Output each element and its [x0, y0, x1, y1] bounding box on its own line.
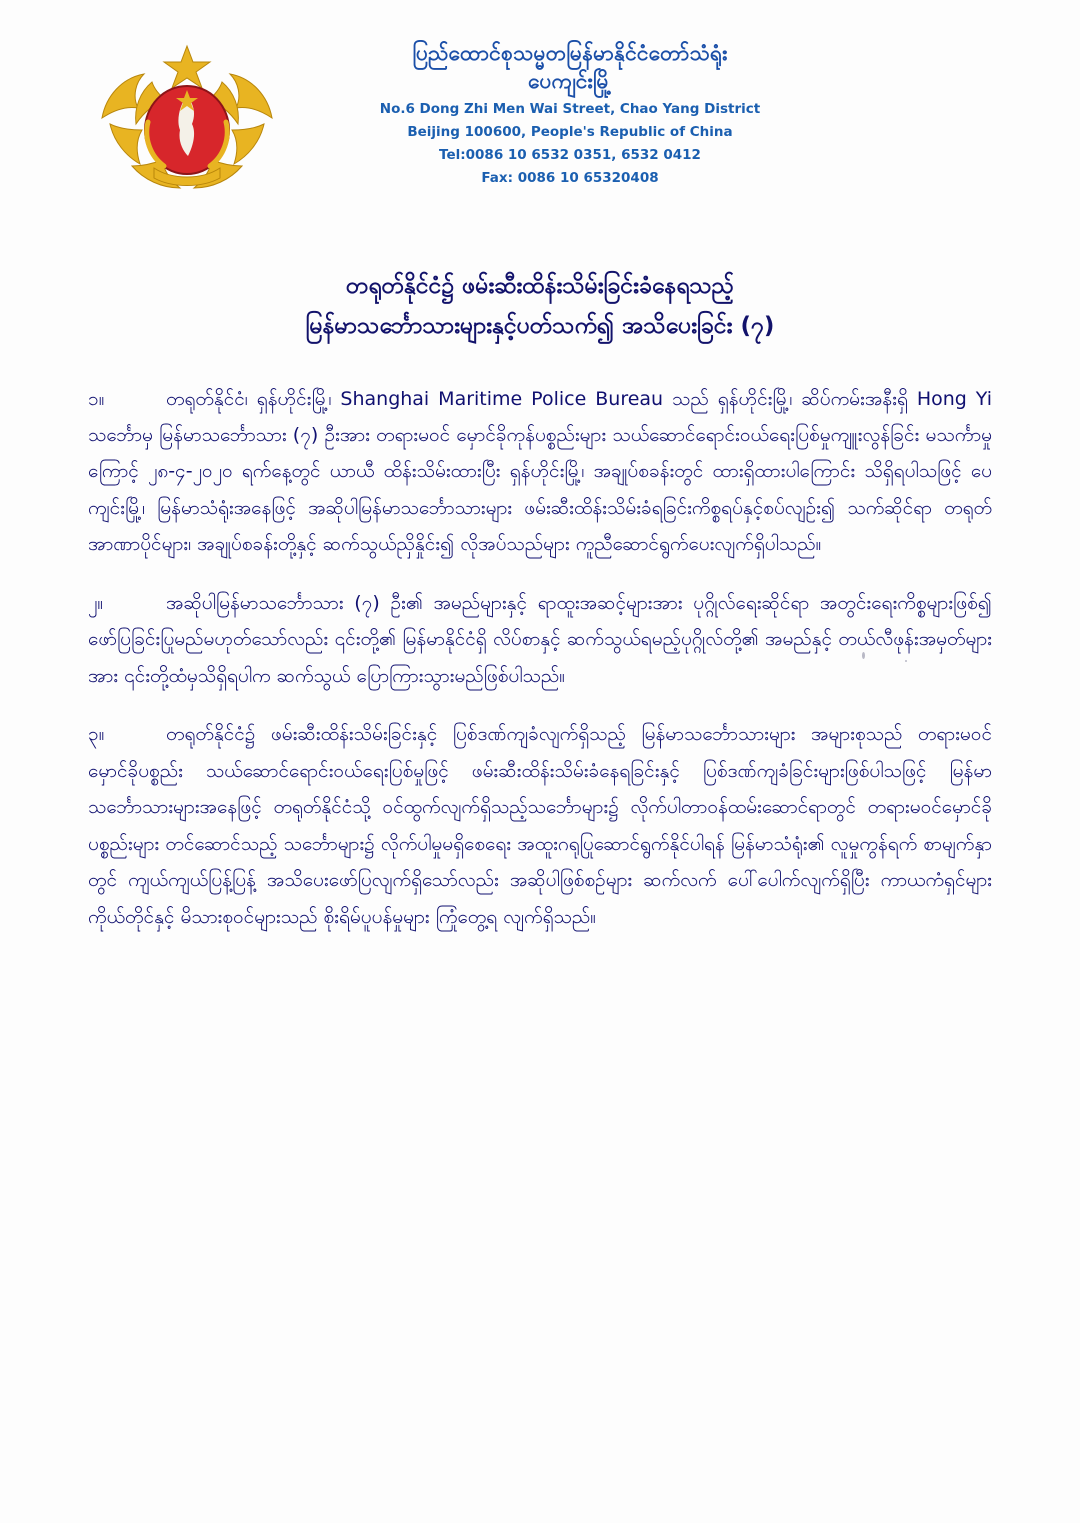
- scan-speck: [905, 660, 907, 662]
- paragraph-3-text: တရုတ်နိုင်ငံ၌ ဖမ်းဆီးထိန်းသိမ်းခြင်းနှင့် ပြစ်ဒဏ်ကျခံလျက်ရှိသည့် မြန်မာသင်္ဘောသားများ အများစုသည် တရားမဝင် မှောင်ခိုပစ္စည်း သယ်ဆောင်ရောင်းဝယ်ရေးပြစ်မှုဖြင့် ဖမ်းဆီးထိန်းသိမ်းခံနေရခြင်းနှင့် ပြစ်ဒဏ်ကျခံခြင်းများဖြစ်ပါသဖြင့် မြန်မာသင်္ဘောသားများအနေဖြင့် တရုတ်နိုင်ငံသို့ ဝင်ထွက်လျက်ရှိသည့်သင်္ဘောများ၌ လိုက်ပါတာဝန်ထမ်းဆောင်ရာတွင် တရားမဝင်မှောင်ခိုပစ္စည်းများ တင်ဆောင်သည့် သင်္ဘောများ၌ လိုက်ပါမှုမရှိစေရေး အထူးဂရုပြုဆောင်ရွက်နိုင်ပါရန် မြန်မာသံရုံး၏ လူမှုကွန်ရက် စာမျက်နှာတွင် ကျယ်ကျယ်ပြန့်ပြန့် အသိပေးဖော်ပြလျက်ရှိသော်လည်း အဆိုပါဖြစ်စဉ်များ ဆက်လက် ပေါ်ပေါက်လျက်ရှိပြီး ကာယကံရှင်များကိုယ်တိုင်နှင့် မိသားစုဝင်များသည် စိုးရိမ်ပူပန်မှုများ ကြုံတွေ့ရ လျက်ရှိသည်။: [88, 723, 992, 928]
- document-body: [88, 381, 992, 936]
- letterhead: [0, 0, 1080, 228]
- paragraph-3: [88, 716, 992, 935]
- address-telephone: Tel:0086 10 6532 0351, 6532 0412: [439, 146, 701, 163]
- address-fax: Fax: 0086 10 65320408: [481, 169, 659, 186]
- title-line-1: တရုတ်နိုင်ငံ၌ ဖမ်းဆီးထိန်းသိမ်းခြင်းခံနေရသည့်: [346, 273, 734, 299]
- address-city: Beijing 100600, People's Republic of China: [407, 123, 733, 140]
- title-line-2: မြန်မာသင်္ဘောသားများနှင့်ပတ်သက်၍ အသိပေးခြင်း (၇): [305, 313, 775, 340]
- paragraph-2-text: အဆိုပါမြန်မာသင်္ဘောသား (၇) ဦး၏ အမည်များနှင့် ရာထူးအဆင့်များအား ပုဂ္ဂိုလ်ရေးဆိုင်ရာ အတွင်းရေးကိစ္စများဖြစ်၍ ဖော်ပြခြင်းပြုမည်မဟုတ်သော်လည်း ၎င်းတို့၏ မြန်မာနိုင်ငံရှိ လိပ်စာနှင့် ဆက်သွယ်ရမည့်ပုဂ္ဂိုလ်တို့၏ အမည်နှင့် တယ်လီဖုန်းအမှတ်များအား ၎င်းတို့ထံမှသိရှိရပါက ဆက်သွယ် ပြောကြားသွားမည်ဖြစ်ပါသည်။: [88, 591, 992, 687]
- paragraph-2: [88, 585, 992, 694]
- address-street: No.6 Dong Zhi Men Wai Street, Chao Yang District: [379, 100, 761, 117]
- organization-name-line-2: ပေကျင်းမြို့: [528, 69, 612, 94]
- paragraph-2-number: ၂။: [88, 591, 104, 614]
- scan-speck: [862, 652, 865, 659]
- paragraph-1: [88, 381, 992, 563]
- letterhead-text: [200, 38, 880, 189]
- paragraph-1-number: ၁။: [88, 387, 105, 410]
- myanmar-state-seal-icon: [92, 38, 282, 198]
- organization-name-line-1: ပြည်ထောင်စုသမ္မတမြန်မာနိုင်ငံတော်သံရုံး: [412, 41, 728, 65]
- paragraph-3-number: ၃။: [88, 723, 105, 746]
- document-title: [130, 266, 950, 347]
- paragraph-1-text: တရုတ်နိုင်ငံ၊ ရှန်ဟိုင်းမြို့၊ Shanghai Maritime Police Bureau သည် ရှန်ဟိုင်းမြို့၊ ဆိပ်ကမ်းအနီးရှိ Hong Yi သင်္ဘောမှ မြန်မာသင်္ဘောသား (၇) ဦးအား တရားမဝင် မှောင်ခိုကုန်ပစ္စည်းများ သယ်ဆောင်ရောင်းဝယ်ရေးပြစ်မှုကျူးလွန်ခြင်း မသင်္ကာမှုကြောင့် ၂၈-၄-၂၀၂၀ ရက်နေ့တွင် ယာယီ ထိန်းသိမ်းထားပြီး ရှန်ဟိုင်းမြို့၊ အချုပ်စခန်းတွင် ထားရှိထားပါကြောင်း သိရှိရပါသဖြင့် ပေကျင်းမြို့၊ မြန်မာသံရုံးအနေဖြင့် အဆိုပါမြန်မာသင်္ဘောသားများ ဖမ်းဆီးထိန်းသိမ်းခံရခြင်းကိစ္စရပ်နှင့်စပ်လျဉ်း၍ သက်ဆိုင်ရာ တရုတ်အာဏာပိုင်များ၊ အချုပ်စခန်းတို့နှင့် ဆက်သွယ်ညှိနှိုင်း၍ လိုအပ်သည်များ ကူညီဆောင်ရွက်ပေးလျက်ရှိပါသည်။: [88, 387, 992, 556]
